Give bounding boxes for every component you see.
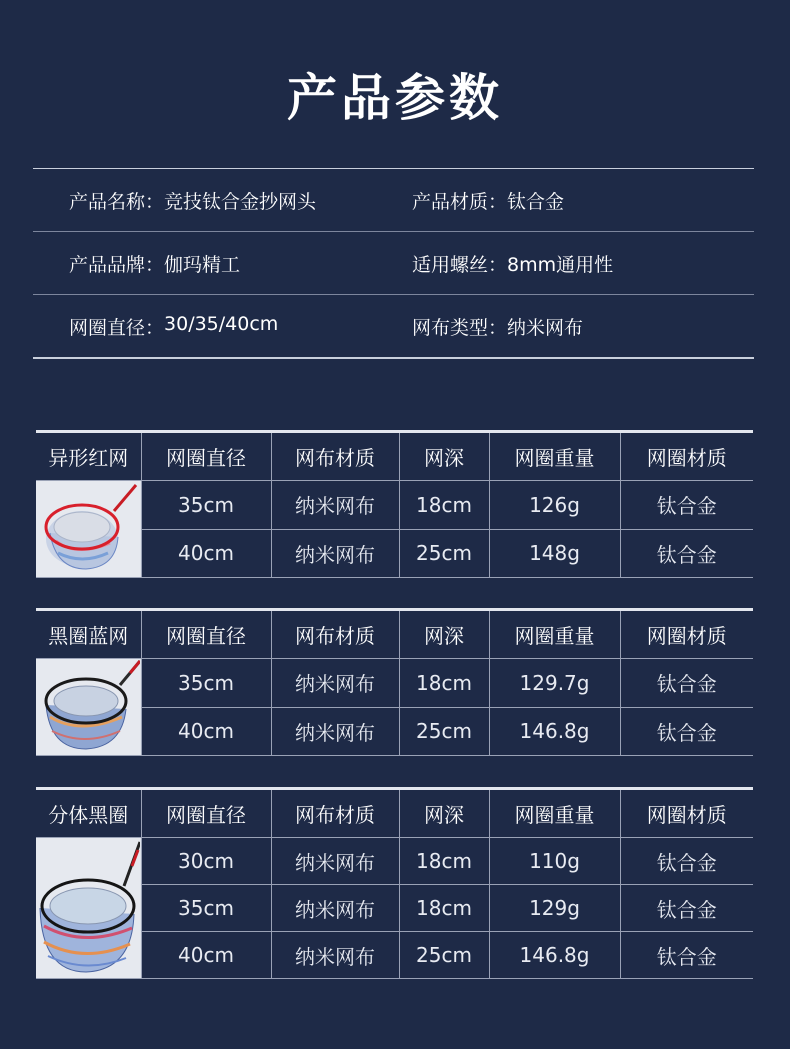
column-header: 网布材质 [271, 610, 399, 659]
table-cell: 钛合金 [620, 529, 753, 578]
spec-value: 30/35/40cm [164, 312, 279, 335]
table-cell: 40cm [141, 707, 271, 756]
table-cell: 35cm [141, 481, 271, 530]
spec-label: 适用螺丝： [412, 253, 508, 276]
product-name: 异形红网 [36, 432, 141, 481]
table-cell: 纳米网布 [271, 659, 399, 708]
red-landing-net-icon [36, 481, 141, 578]
table-row [36, 659, 753, 708]
spec-label: 网圈直径： [69, 316, 165, 339]
spec-cell [33, 250, 412, 277]
spec-value: 竞技钛合金抄网头 [164, 190, 317, 213]
spec-table [33, 168, 754, 359]
black-hoop-blue-net-icon [36, 659, 141, 756]
column-header: 网圈重量 [489, 789, 620, 838]
table-cell: 纳米网布 [271, 707, 399, 756]
table-cell: 18cm [399, 838, 489, 885]
column-header: 网圈材质 [620, 610, 753, 659]
table-cell: 30cm [141, 838, 271, 885]
spec-value: 8mm通用性 [507, 253, 614, 276]
table-cell: 25cm [399, 529, 489, 578]
table-cell: 纳米网布 [271, 885, 399, 932]
column-header: 网布材质 [271, 789, 399, 838]
product-table-split [36, 787, 753, 979]
table-cell: 纳米网布 [271, 932, 399, 979]
table-cell: 18cm [399, 885, 489, 932]
product-table-red [36, 430, 753, 578]
table-cell: 钛合金 [620, 481, 753, 530]
column-header: 网圈材质 [620, 789, 753, 838]
table-cell: 40cm [141, 932, 271, 979]
table-cell: 126g [489, 481, 620, 530]
column-header: 网圈直径 [141, 789, 271, 838]
table-cell: 129g [489, 885, 620, 932]
product-name: 黑圈蓝网 [36, 610, 141, 659]
table-cell: 146.8g [489, 932, 620, 979]
column-header: 网圈材质 [620, 432, 753, 481]
table-cell: 钛合金 [620, 659, 753, 708]
spec-value: 钛合金 [507, 190, 565, 213]
spec-value: 纳米网布 [507, 316, 584, 339]
table-cell: 钛合金 [620, 932, 753, 979]
table-row [36, 481, 753, 530]
table-row [36, 529, 753, 578]
spec-label: 产品名称： [69, 190, 165, 213]
table-cell: 18cm [399, 659, 489, 708]
table-row [36, 932, 753, 979]
page-title: 产品参数 [287, 69, 503, 127]
column-header: 网布材质 [271, 432, 399, 481]
table-cell: 纳米网布 [271, 838, 399, 885]
spec-label: 产品品牌： [69, 253, 165, 276]
spec-label: 产品材质： [412, 190, 508, 213]
column-header: 网深 [399, 610, 489, 659]
table-cell: 钛合金 [620, 885, 753, 932]
table-row [36, 885, 753, 932]
table-row [36, 707, 753, 756]
table-header-row [36, 789, 753, 838]
column-header: 网圈直径 [141, 432, 271, 481]
spec-cell [33, 313, 412, 340]
spec-row [33, 295, 754, 359]
table-cell: 25cm [399, 932, 489, 979]
table-row [36, 838, 753, 885]
table-cell: 148g [489, 529, 620, 578]
product-table-blue [36, 608, 753, 756]
table-cell: 129.7g [489, 659, 620, 708]
table-header-row [36, 432, 753, 481]
table-cell: 35cm [141, 885, 271, 932]
table-cell: 110g [489, 838, 620, 885]
table-cell: 18cm [399, 481, 489, 530]
table-cell: 40cm [141, 529, 271, 578]
spec-row [33, 169, 754, 232]
table-cell: 35cm [141, 659, 271, 708]
column-header: 网圈重量 [489, 432, 620, 481]
split-black-hoop-net-icon [36, 838, 141, 979]
table-cell: 钛合金 [620, 838, 753, 885]
column-header: 网深 [399, 432, 489, 481]
table-cell: 纳米网布 [271, 481, 399, 530]
spec-row [33, 232, 754, 295]
column-header: 网深 [399, 789, 489, 838]
spec-cell [412, 187, 754, 214]
spec-label: 网布类型： [412, 316, 508, 339]
spec-cell [412, 250, 754, 277]
table-cell: 钛合金 [620, 707, 753, 756]
table-cell: 146.8g [489, 707, 620, 756]
product-name: 分体黑圈 [36, 789, 141, 838]
spec-cell [33, 187, 412, 214]
table-cell: 纳米网布 [271, 529, 399, 578]
spec-cell [412, 313, 754, 340]
table-header-row [36, 610, 753, 659]
table-cell: 25cm [399, 707, 489, 756]
column-header: 网圈重量 [489, 610, 620, 659]
column-header: 网圈直径 [141, 610, 271, 659]
spec-value: 伽玛精工 [164, 253, 241, 276]
